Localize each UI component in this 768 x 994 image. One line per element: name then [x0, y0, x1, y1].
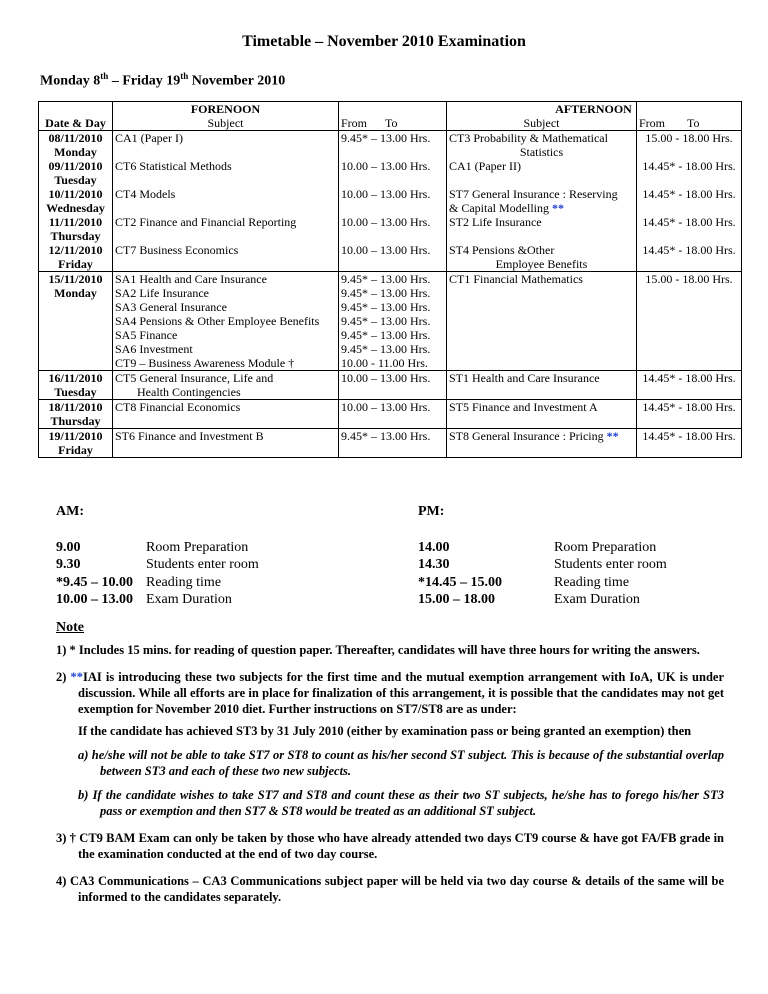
cell-forenoon-time: 10.00 – 13.00 Hrs.	[339, 400, 447, 429]
schedule-event: Room Preparation	[146, 539, 249, 555]
header-forenoon-subject: FORENOON Subject	[113, 102, 339, 131]
schedule-event: Reading time	[146, 574, 222, 590]
cell-afternoon-time: 15.00 - 18.00 Hrs.	[637, 131, 742, 160]
cell-forenoon-subject: SA1 Health and Care Insurance SA2 Life Insurance SA3 General Insurance SA4 Pensions & Other Employee Benefits SA5 Finance SA6 Investment CT9 – Business Awareness Module †	[113, 272, 339, 371]
page-title: Timetable – November 2010 Examination	[242, 33, 526, 50]
schedule-time: 14.00	[418, 539, 450, 555]
cell-afternoon-subject: ST8 General Insurance : Pricing **	[447, 429, 637, 458]
cell-afternoon-time: 14.45* - 18.00 Hrs.	[637, 400, 742, 429]
schedule-time: *9.45 – 10.00	[56, 574, 133, 590]
schedule-time: 10.00 – 13.00	[56, 592, 133, 607]
cell-date-day: 18/11/2010 Thursday	[39, 400, 113, 429]
cell-date-day: 15/11/2010 Monday	[39, 272, 113, 371]
note-2-a: a) he/she will not be able to take ST7 or ST8 to count as his/her second ST subject. This is because of the substantial overlap between ST3 and each of these two new subjects.	[78, 748, 724, 778]
cell-afternoon-time: 14.45* - 18.00 Hrs.	[637, 371, 742, 400]
cell-afternoon-subject: ST1 Health and Care Insurance	[447, 371, 637, 400]
cell-afternoon-subject: ST5 Finance and Investment A	[447, 400, 637, 429]
table-row	[39, 131, 742, 160]
schedule-event: Students enter room	[554, 557, 667, 572]
note-1: 1) * Includes 15 mins. for reading of question paper. Thereafter, candidates will have three hours for writing the answers.	[56, 643, 700, 657]
schedule-row	[56, 556, 259, 574]
date-range: Monday 8th – Friday 19th November 2010	[40, 71, 286, 89]
schedule-row	[418, 539, 667, 557]
cell-date-day: 10/11/2010 Wednesday	[39, 187, 113, 215]
schedule-time: 9.00	[56, 539, 81, 555]
cell-forenoon-subject: CT8 Financial Economics	[113, 400, 339, 429]
cell-forenoon-subject: CT4 Models	[113, 187, 339, 215]
note-2-condition: If the candidate has achieved ST3 by 31 July 2010 (either by examination pass or being granted an exemption) then	[78, 724, 692, 738]
cell-afternoon-time: 14.45* - 18.00 Hrs.	[637, 243, 742, 272]
cell-afternoon-subject: CT3 Probability & Mathematical Statistics	[447, 131, 637, 160]
cell-forenoon-subject: CT7 Business Economics	[113, 243, 339, 272]
cell-forenoon-time: 10.00 – 13.00 Hrs.	[339, 215, 447, 243]
schedule-event: Reading time	[554, 574, 630, 590]
schedule-row	[56, 574, 259, 592]
schedule-row	[418, 591, 667, 609]
cell-forenoon-subject: CT5 General Insurance, Life and Health Contingencies	[113, 371, 339, 400]
schedule-event: Room Preparation	[554, 539, 657, 555]
header-afternoon-time: From To	[637, 102, 742, 131]
cell-afternoon-time: 14.45* - 18.00 Hrs.	[637, 187, 742, 215]
schedule-event: Students enter room	[146, 557, 259, 572]
cell-afternoon-time: 14.45* - 18.00 Hrs.	[637, 215, 742, 243]
schedule-time: *14.45 – 15.00	[418, 574, 502, 590]
am-label: AM:	[56, 504, 84, 519]
schedule-row	[56, 591, 259, 609]
schedule-row	[418, 556, 667, 574]
cell-date-day: 09/11/2010 Tuesday	[39, 159, 113, 187]
cell-date-day: 16/11/2010 Tuesday	[39, 371, 113, 400]
cell-forenoon-time: 10.00 – 13.00 Hrs.	[339, 187, 447, 215]
table-row	[39, 429, 742, 458]
table-row	[39, 400, 742, 429]
table-row	[39, 243, 742, 272]
cell-forenoon-time: 10.00 – 13.00 Hrs.	[339, 243, 447, 272]
schedule-time: 9.30	[56, 557, 81, 572]
schedule-time: 14.30	[418, 557, 450, 572]
header-afternoon-subject: AFTERNOON Subject	[447, 102, 637, 131]
timetable	[38, 101, 742, 458]
cell-afternoon-time: 14.45* - 18.00 Hrs.	[637, 429, 742, 458]
table-row	[39, 159, 742, 187]
cell-afternoon-subject: ST7 General Insurance : Reserving & Capital Modelling **	[447, 187, 637, 215]
cell-afternoon-time: 14.45* - 18.00 Hrs.	[637, 159, 742, 187]
schedule-event: Exam Duration	[554, 592, 640, 607]
pm-schedule	[418, 503, 667, 609]
note-3: 3) † CT9 BAM Exam can only be taken by those who have already attended two days CT9 course & have got FA/FB grade in the examination conducted at the end of two day course.	[56, 831, 724, 861]
cell-forenoon-subject: CT6 Statistical Methods	[113, 159, 339, 187]
cell-date-day: 11/11/2010 Thursday	[39, 215, 113, 243]
header-forenoon-time: From To	[339, 102, 447, 131]
cell-afternoon-subject: ST4 Pensions &Other Employee Benefits	[447, 243, 637, 272]
cell-afternoon-subject: CT1 Financial Mathematics	[447, 272, 637, 371]
cell-date-day: 19/11/2010 Friday	[39, 429, 113, 458]
note-2: 2) **IAI is introducing these two subjects for the first time and the mutual exemption arrangement with IoA, UK is under discussion. While all efforts are in place for finalization of this arrangement, it is possible that the candidates may not get exemption for November 2010 diet. Further instructions on ST7/ST8 are as under:	[56, 670, 724, 716]
cell-date-day: 12/11/2010 Friday	[39, 243, 113, 272]
note-2-b: b) If the candidate wishes to take ST7 and ST8 and count these as their two ST subjects, he/she has to forego his/her ST3 pass or exemption and then ST7 & ST8 would be treated as an additional ST subject.	[78, 788, 724, 818]
note-4: 4) CA3 Communications – CA3 Communications subject paper will be held via two day course & details of the same will be informed to the candidates separately.	[56, 874, 724, 904]
cell-forenoon-subject: CT2 Finance and Financial Reporting	[113, 215, 339, 243]
header-date-day: Date & Day	[39, 102, 113, 131]
cell-forenoon-subject: ST6 Finance and Investment B	[113, 429, 339, 458]
notes-heading: Note	[56, 620, 84, 635]
cell-forenoon-time: 9.45* – 13.00 Hrs.	[339, 429, 447, 458]
am-schedule	[56, 503, 259, 609]
cell-forenoon-time: 10.00 – 13.00 Hrs.	[339, 159, 447, 187]
table-row	[39, 187, 742, 215]
pm-label: PM:	[418, 504, 445, 519]
cell-forenoon-time: 9.45* – 13.00 Hrs. 9.45* – 13.00 Hrs. 9.45* – 13.00 Hrs. 9.45* – 13.00 Hrs. 9.45* – 13.00 Hrs. 9.45* – 13.00 Hrs. 10.00 - 11.00 Hrs.	[339, 272, 447, 371]
cell-afternoon-subject: ST2 Life Insurance	[447, 215, 637, 243]
cell-date-day: 08/11/2010 Monday	[39, 131, 113, 160]
schedule-time: 15.00 – 18.00	[418, 592, 495, 607]
cell-forenoon-time: 9.45* – 13.00 Hrs.	[339, 131, 447, 160]
cell-afternoon-subject: CA1 (Paper II)	[447, 159, 637, 187]
table-row	[39, 215, 742, 243]
cell-afternoon-time: 15.00 - 18.00 Hrs.	[637, 272, 742, 371]
table-row	[39, 272, 742, 371]
schedule-row	[56, 539, 259, 557]
cell-forenoon-subject: CA1 (Paper I)	[113, 131, 339, 160]
notes-section	[56, 620, 724, 905]
table-row	[39, 371, 742, 400]
schedule-row	[418, 574, 667, 592]
schedule-event: Exam Duration	[146, 592, 232, 607]
cell-forenoon-time: 10.00 – 13.00 Hrs.	[339, 371, 447, 400]
